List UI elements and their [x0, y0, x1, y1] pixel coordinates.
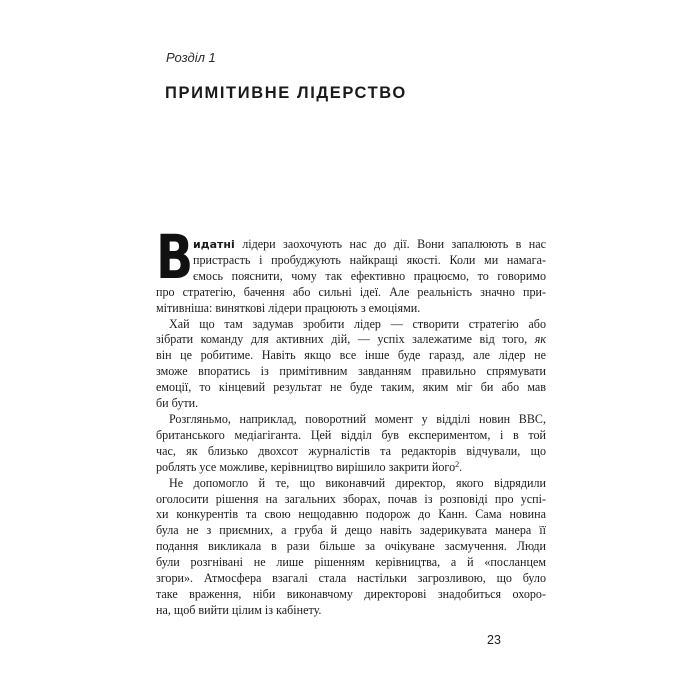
text-line: згори». Атмосфера взагалі стала настільки загрозливою, що було — [156, 571, 546, 586]
text-line: хи конкурентів та свою нещодавню подорож до Канн. Сама новина — [156, 507, 546, 522]
footnote-marker: 2 — [455, 459, 460, 469]
text-line: була не з приємних, а груба й дещо навіть задерикувата манера її — [156, 523, 546, 538]
text-line: на, щоб вийти цілим із кабінету. — [156, 602, 322, 617]
paragraph — [156, 222, 546, 317]
text-line: час, як близько двохсот журналістів та редакторів відчували, що — [156, 443, 546, 458]
text-line: британського медіагіганта. Цей відділ був експериментом, і в той — [156, 427, 546, 442]
body-text — [156, 222, 546, 619]
text-line: Не допомогло й те, що виконавчий директор, якого відрядили — [169, 475, 546, 490]
styled-text: идатні — [193, 238, 235, 251]
text-line: емоції, то кінцевий результат не буде таким, яким міг би або мав — [156, 380, 546, 395]
text-line: подання викликала в рази більше за очікуване засмучення. Люди — [156, 539, 546, 554]
text-line: роблять усе можливе, керівництво вирішило закрити його$^2$. — [156, 459, 463, 474]
text-line: зібрати команду для активних дій, — успіх залежатиме від того, як — [156, 332, 546, 347]
text-line: він це робитиме. Навіть якщо все інше буде гаразд, але лідер не — [156, 348, 546, 363]
text-line: Розгляньмо, наприклад, поворотний момент у відділі новин BBC, — [169, 411, 546, 426]
chapter-title: ПРИМІТИВНЕ ЛІДЕРСТВО — [165, 84, 407, 102]
text-line: би бути. — [156, 396, 199, 411]
drop-cap: В — [156, 222, 194, 293]
text-line: зможе впоратись із примітивним завданням правильно спрямувати — [156, 364, 546, 379]
paragraph — [156, 412, 546, 476]
styled-text: як — [534, 332, 546, 347]
text-line: Хай що там задумав зробити лідер — створити стратегію або — [169, 316, 546, 331]
text-line: оголосити рішення на загальних зборах, почав із розповіді про успі- — [156, 491, 546, 506]
paragraph — [156, 476, 546, 619]
text-line: про стратегію, бачення або сильні ідеї. Але реальність значно при- — [156, 284, 546, 299]
text-line: були розгнівані не лише рішенням керівництва, а й «посланцем — [156, 555, 546, 570]
paragraph — [156, 317, 546, 412]
text-line: идатні лідери заохочують нас до дії. Вони запалюють в нас — [193, 237, 546, 251]
chapter-label: Розділ 1 — [166, 50, 216, 65]
text-line: мітивніша: виняткові лідери працюють з емоціями. — [156, 300, 421, 315]
text-line: ємось пояснити, чому так ефективно працюємо, то говоримо — [193, 268, 546, 283]
text-line: таке враження, ніби виконавчому директорові знадобиться охоро- — [156, 586, 546, 601]
text-line: пристрасть і пробуджують найкращі якості. Коли ми намага- — [193, 252, 546, 267]
page-number: 23 — [487, 633, 501, 647]
